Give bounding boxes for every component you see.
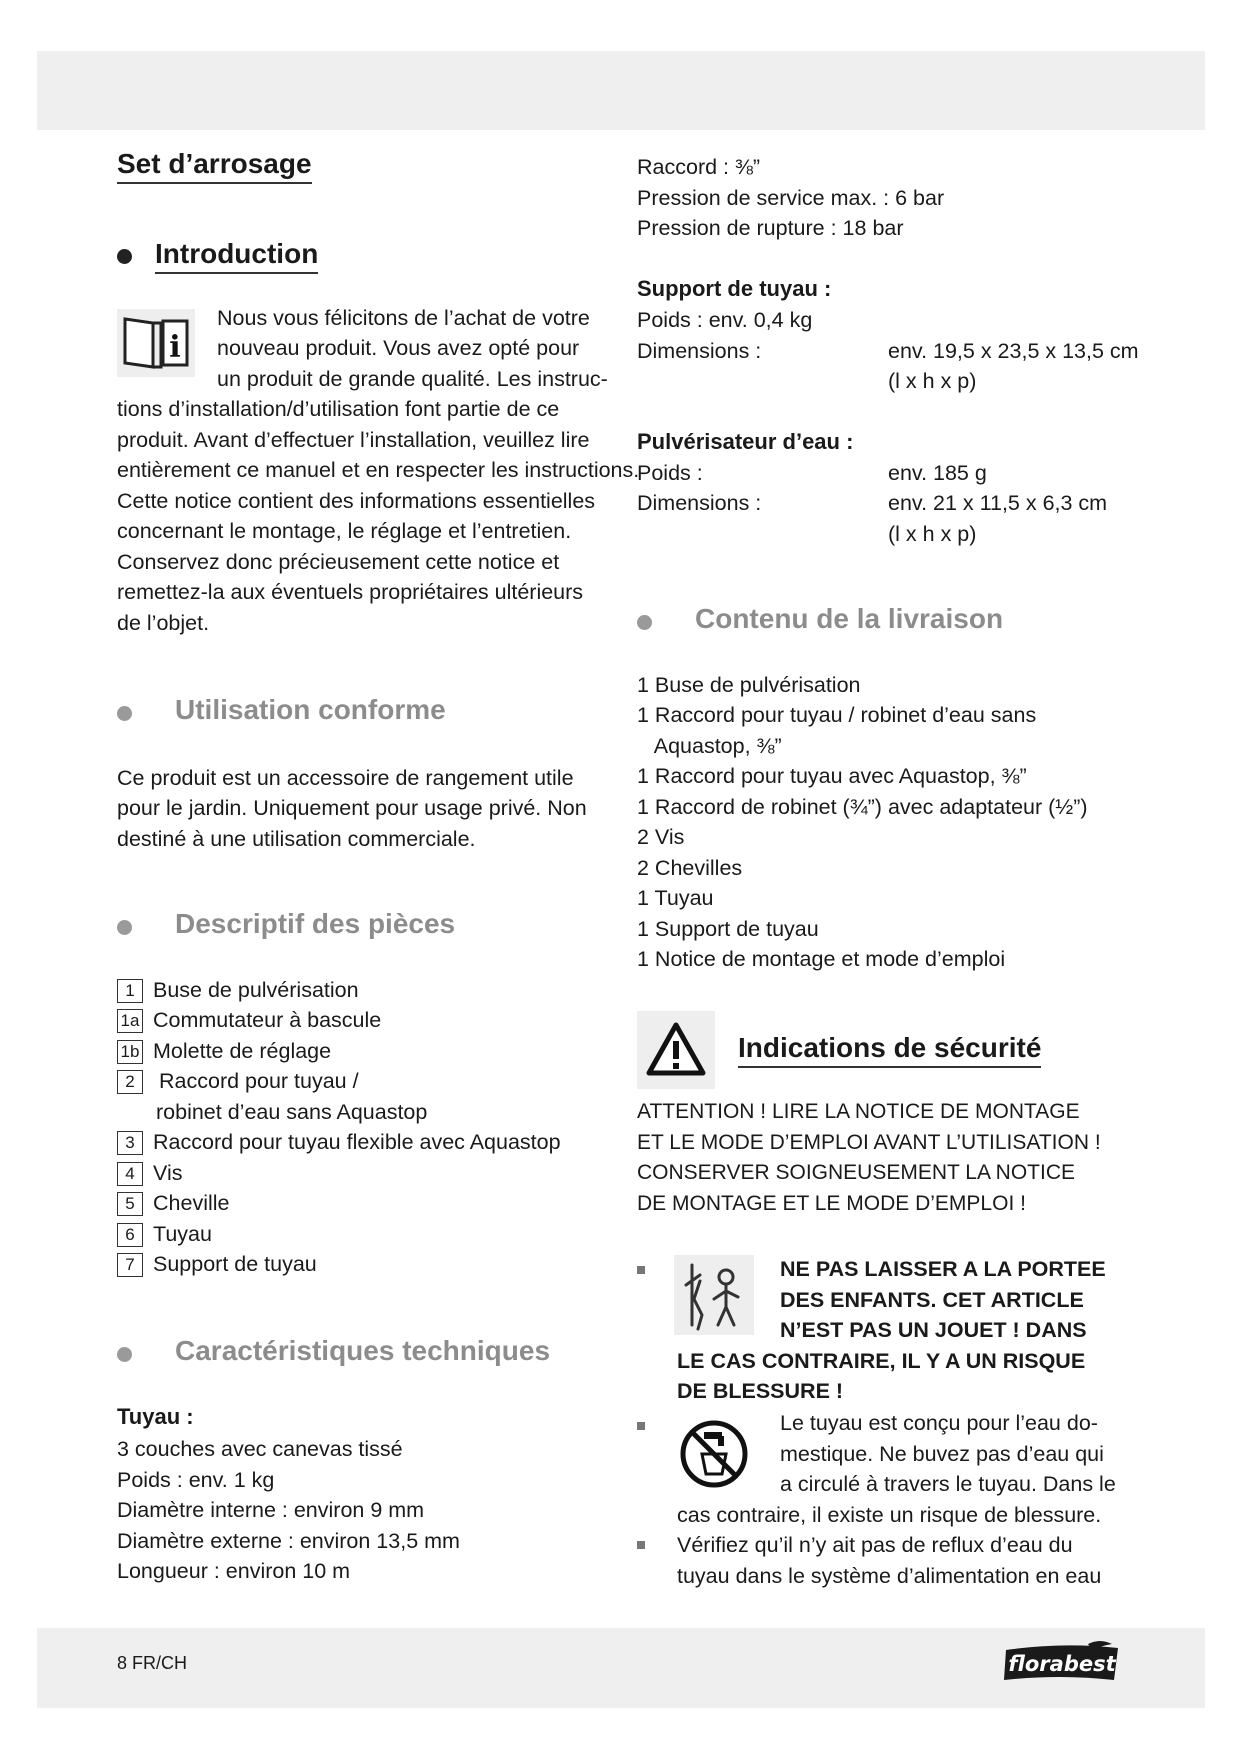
spec-line: Diamètre externe : environ 13,5 mm [117, 1529, 460, 1553]
sprayer-dim-unit: (l x h x p) [888, 522, 977, 546]
bullet-icon [117, 920, 132, 935]
no-drinking-water-icon [674, 1414, 754, 1494]
info-book-icon [117, 309, 195, 377]
parts-heading: Descriptif des pièces [175, 908, 456, 939]
intro-line: concernant le montage, le réglage et l’entretien. [117, 519, 572, 543]
part-number: 1b [117, 1040, 143, 1064]
header-band [37, 51, 1205, 130]
delivery-line: 1 Raccord de robinet (¾”) avec adaptateur (½”) [637, 795, 1088, 819]
delivery-line: 1 Tuyau [637, 886, 714, 910]
delivery-line: 1 Raccord pour tuyau avec Aquastop, ⅜” [637, 764, 1027, 788]
bullet-icon [117, 249, 132, 264]
sprayer-title: Pulvérisateur d’eau : [637, 429, 854, 454]
part-item: 7 Support de tuyau [117, 1252, 317, 1277]
part-number: 5 [117, 1192, 143, 1216]
florabest-logo [1000, 1640, 1124, 1684]
safety-heading: Indications de sécurité [738, 1032, 1041, 1068]
delivery-line: 1 Raccord pour tuyau / robinet d’eau sans [637, 703, 1037, 727]
sprayer-dim-value: env. 21 x 11,5 x 6,3 cm [888, 491, 1108, 515]
support-dim-value: env. 19,5 x 23,5 x 13,5 cm [888, 339, 1139, 363]
usage-heading: Utilisation conforme [175, 694, 446, 725]
intro-line: nouveau produit. Vous avez opté pour [217, 336, 580, 360]
warning-text: Vérifiez qu’il n’y ait pas de reflux d’eau du [677, 1533, 1073, 1557]
intro-line: un produit de grande qualité. Les instruc- [217, 367, 608, 391]
intro-line: Nous vous félicitons de l’achat de votre [217, 306, 590, 330]
warning-line: LE CAS CONTRAIRE, IL Y A UN RISQUE [677, 1349, 1086, 1373]
usage-line: pour le jardin. Uniquement pour usage privé. Non [117, 796, 587, 820]
intro-line: entièrement ce manuel et en respecter les instructions. [117, 458, 640, 482]
part-number: 6 [117, 1223, 143, 1247]
part-item: 1 Buse de pulvérisation [117, 978, 359, 1003]
spec-line: Pression de service max. : 6 bar [637, 186, 945, 210]
warning-text: tuyau dans le système d’alimentation en eau [677, 1564, 1102, 1588]
part-number: 1a [117, 1009, 143, 1033]
svg-text:i: i [169, 330, 181, 365]
child-warning-icon [674, 1255, 754, 1335]
delivery-line: 1 Notice de montage et mode d’emploi [637, 947, 1006, 971]
part-item: 1a Commutateur à bascule [117, 1008, 381, 1033]
delivery-line: 1 Support de tuyau [637, 917, 819, 941]
spec-line: Poids : env. 1 kg [117, 1468, 275, 1492]
warning-line: DE BLESSURE ! [677, 1379, 844, 1403]
warning-line: NE PAS LAISSER A LA PORTEE [780, 1257, 1106, 1281]
list-bullet [637, 1266, 645, 1274]
warning-text: mestique. Ne buvez pas d’eau qui [780, 1442, 1104, 1466]
part-number: 2 [117, 1070, 143, 1094]
warning-text: Le tuyau est conçu pour l’eau do- [780, 1411, 1098, 1435]
spec-line: Longueur : environ 10 m [117, 1559, 351, 1583]
support-title: Support de tuyau : [637, 276, 832, 301]
page-number: 8 FR/CH [117, 1653, 188, 1673]
part-number: 3 [117, 1131, 143, 1155]
attention-line: ET LE MODE D’EMPLOI AVANT L’UTILISATION ! [637, 1131, 1101, 1154]
support-dim-label: Dimensions : [637, 339, 762, 363]
spec-line: Pression de rupture : 18 bar [637, 216, 904, 240]
warning-line: DES ENFANTS. CET ARTICLE [780, 1288, 1084, 1312]
warning-text: cas contraire, il existe un risque de blessure. [677, 1503, 1102, 1527]
logo-text: florabest [1008, 1652, 1116, 1676]
part-item: 1b Molette de réglage [117, 1039, 331, 1064]
intro-line: Conservez donc précieusement cette notice et [117, 550, 560, 574]
bullet-icon [117, 1347, 132, 1362]
part-number: 7 [117, 1253, 143, 1277]
intro-line: Cette notice contient des informations essentielles [117, 489, 596, 513]
sprayer-dim-label: Dimensions : [637, 491, 762, 515]
delivery-heading: Contenu de la livraison [695, 603, 1004, 634]
part-item: 4 Vis [117, 1161, 182, 1186]
hose-title: Tuyau : [117, 1404, 194, 1429]
delivery-line: 2 Vis [637, 825, 685, 849]
part-item: 3 Raccord pour tuyau flexible avec Aquastop [117, 1130, 561, 1155]
attention-line: DE MONTAGE ET LE MODE D’EMPLOI ! [637, 1192, 1026, 1215]
sprayer-weight-label: Poids : [637, 461, 703, 485]
list-bullet [637, 1422, 645, 1430]
warning-text: a circulé à travers le tuyau. Dans le [780, 1472, 1116, 1496]
attention-line: ATTENTION ! LIRE LA NOTICE DE MONTAGE [637, 1100, 1080, 1123]
delivery-line: Aquastop, ⅜” [637, 734, 782, 758]
spec-line: Raccord : ⅜” [637, 155, 761, 179]
intro-line: de l’objet. [117, 611, 210, 635]
intro-line: remettez-la aux éventuels propriétaires ultérieurs [117, 580, 584, 604]
specs-heading: Caractéristiques techniques [175, 1335, 551, 1366]
intro-line: tions d’installation/d’utilisation font partie de ce [117, 397, 560, 421]
usage-line: Ce produit est un accessoire de rangement utile [117, 766, 574, 790]
part-number: 4 [117, 1162, 143, 1186]
warning-triangle-icon [637, 1011, 715, 1089]
spec-line: Diamètre interne : environ 9 mm [117, 1498, 425, 1522]
sprayer-weight-value: env. 185 g [888, 461, 987, 485]
part-number: 1 [117, 979, 143, 1003]
spec-line: 3 couches avec canevas tissé [117, 1437, 403, 1461]
delivery-line: 1 Buse de pulvérisation [637, 673, 861, 697]
warning-line: N’EST PAS UN JOUET ! DANS [780, 1318, 1087, 1342]
part-item: 5 Cheville [117, 1191, 229, 1216]
support-dim-unit: (l x h x p) [888, 369, 977, 393]
list-bullet [637, 1541, 645, 1549]
part-item-cont: robinet d’eau sans Aquastop [156, 1100, 428, 1124]
part-item: 6 Tuyau [117, 1222, 212, 1247]
intro-line: produit. Avant d’effectuer l’installation, veuillez lire [117, 428, 590, 452]
bullet-icon [117, 706, 132, 721]
support-weight: Poids : env. 0,4 kg [637, 308, 813, 332]
intro-heading: Introduction [155, 238, 318, 274]
attention-line: CONSERVER SOIGNEUSEMENT LA NOTICE [637, 1161, 1075, 1184]
usage-line: destiné à une utilisation commerciale. [117, 827, 476, 851]
part-item: 2 Raccord pour tuyau / [117, 1069, 359, 1094]
page-title: Set d’arrosage [117, 148, 312, 184]
delivery-line: 2 Chevilles [637, 856, 743, 880]
bullet-icon [637, 615, 652, 630]
